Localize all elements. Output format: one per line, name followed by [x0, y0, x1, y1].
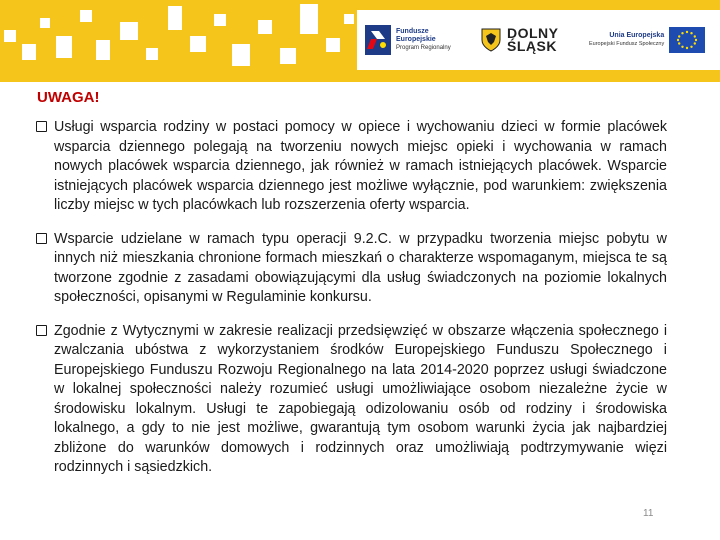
decor-square: [168, 6, 182, 30]
ds-logo-line1: DOLNY: [507, 25, 559, 41]
decor-square: [22, 44, 36, 60]
bullet-paragraph-3: [36, 322, 667, 478]
fe-logo: [365, 10, 465, 70]
paragraph-text: Zgodnie z Wytycznymi w zakresie realizacji przedsięwzięć w obszarze włączenia społecznego i zwalczania ubóstwa z wykorzystaniem środków Europejskiego Funduszu Społecznego i Europejskiego Funduszu Rozwoju Regionalnego na lata 2014-2020 poprzez usługi świadczone w lokalnej społeczności należy rozumieć usługi umożliwiające osobom niezależne życie w środowisku lokalnym. Usługi te zapobiegają odizolowaniu osób od rodziny i środowiska lokalnego, a gdy to nie jest możliwe, gwarantują tym osobom warunki życia jak najbardziej zbliżone do warunków domowych i rodzinnych oraz umożliwiają podtrzymywanie więzi rodzinnych i sąsiedzkich.: [54, 322, 667, 475]
ue-logo-line1: Unia Europejska: [609, 32, 665, 39]
checkbox-bullet-icon: [36, 230, 54, 308]
decor-square: [56, 36, 72, 58]
header-banner: [0, 0, 720, 82]
decor-square: [214, 14, 226, 26]
eagle-crest-icon: [481, 28, 501, 52]
content-body: [36, 118, 667, 492]
decor-square: [146, 48, 158, 60]
page-number: 11: [643, 508, 654, 519]
bullet-paragraph-1: [36, 118, 667, 216]
fe-logo-line1: Fundusze: [396, 28, 429, 35]
bullet-paragraph-2: [36, 230, 667, 308]
eu-flag-icon: [669, 27, 705, 53]
decor-square: [232, 44, 250, 66]
ds-logo-line2: ŚLĄSK: [507, 38, 557, 54]
ds-logo: [481, 10, 561, 70]
paragraph-text: Usługi wsparcia rodziny w postaci pomocy w opiece i wychowaniu dzieci w formie placówek wsparcia dziennego polegają na tworzeniu nowych miejsc opieki i wychowania w ramach nowych placówek wsparcia dziennego, jak również w ramach istniejących placówek. Wsparcie istniejących placówek wsparcia dziennego jest możliwe wyłącznie, pod warunkiem: zwiększenia liczby miejsc w tych placówkach lub rozszerzenia oferty wsparcia.: [54, 119, 667, 213]
paragraph-text: Wsparcie udzielane w ramach typu operacji 9.2.C. w przypadku tworzenia miejsc pobytu w innych niż mieszkania chronione formach mieszkań o charakterze wspomaganym, miejsca te są tworzone zgodnie z zasadami obowiązującymi dla usług świadczonych na poziomie lokalnych społeczności, opisanymi w Regulaminie konkursu.: [54, 230, 667, 305]
decor-square: [96, 40, 110, 60]
ue-logo-line2: Europejski Fundusz Społeczny: [589, 41, 665, 47]
logo-strip: [357, 10, 720, 70]
checkbox-bullet-icon: [36, 322, 54, 478]
ue-logo: [589, 10, 715, 70]
fe-logo-icon: [365, 25, 391, 55]
decor-square: [280, 48, 296, 64]
checkbox-bullet-icon: [36, 118, 54, 216]
decor-square: [258, 20, 272, 34]
decor-square: [120, 22, 138, 40]
decor-square: [4, 30, 16, 42]
decor-square: [344, 14, 354, 24]
decor-square: [40, 18, 50, 28]
warning-heading: UWAGA!: [37, 89, 100, 106]
decor-square: [80, 10, 92, 22]
decor-square: [326, 38, 340, 52]
fe-logo-line3: Program Regionalny: [396, 45, 451, 51]
decor-square: [300, 4, 318, 34]
fe-logo-line2: Europejskie: [396, 36, 436, 43]
decor-square: [190, 36, 206, 52]
